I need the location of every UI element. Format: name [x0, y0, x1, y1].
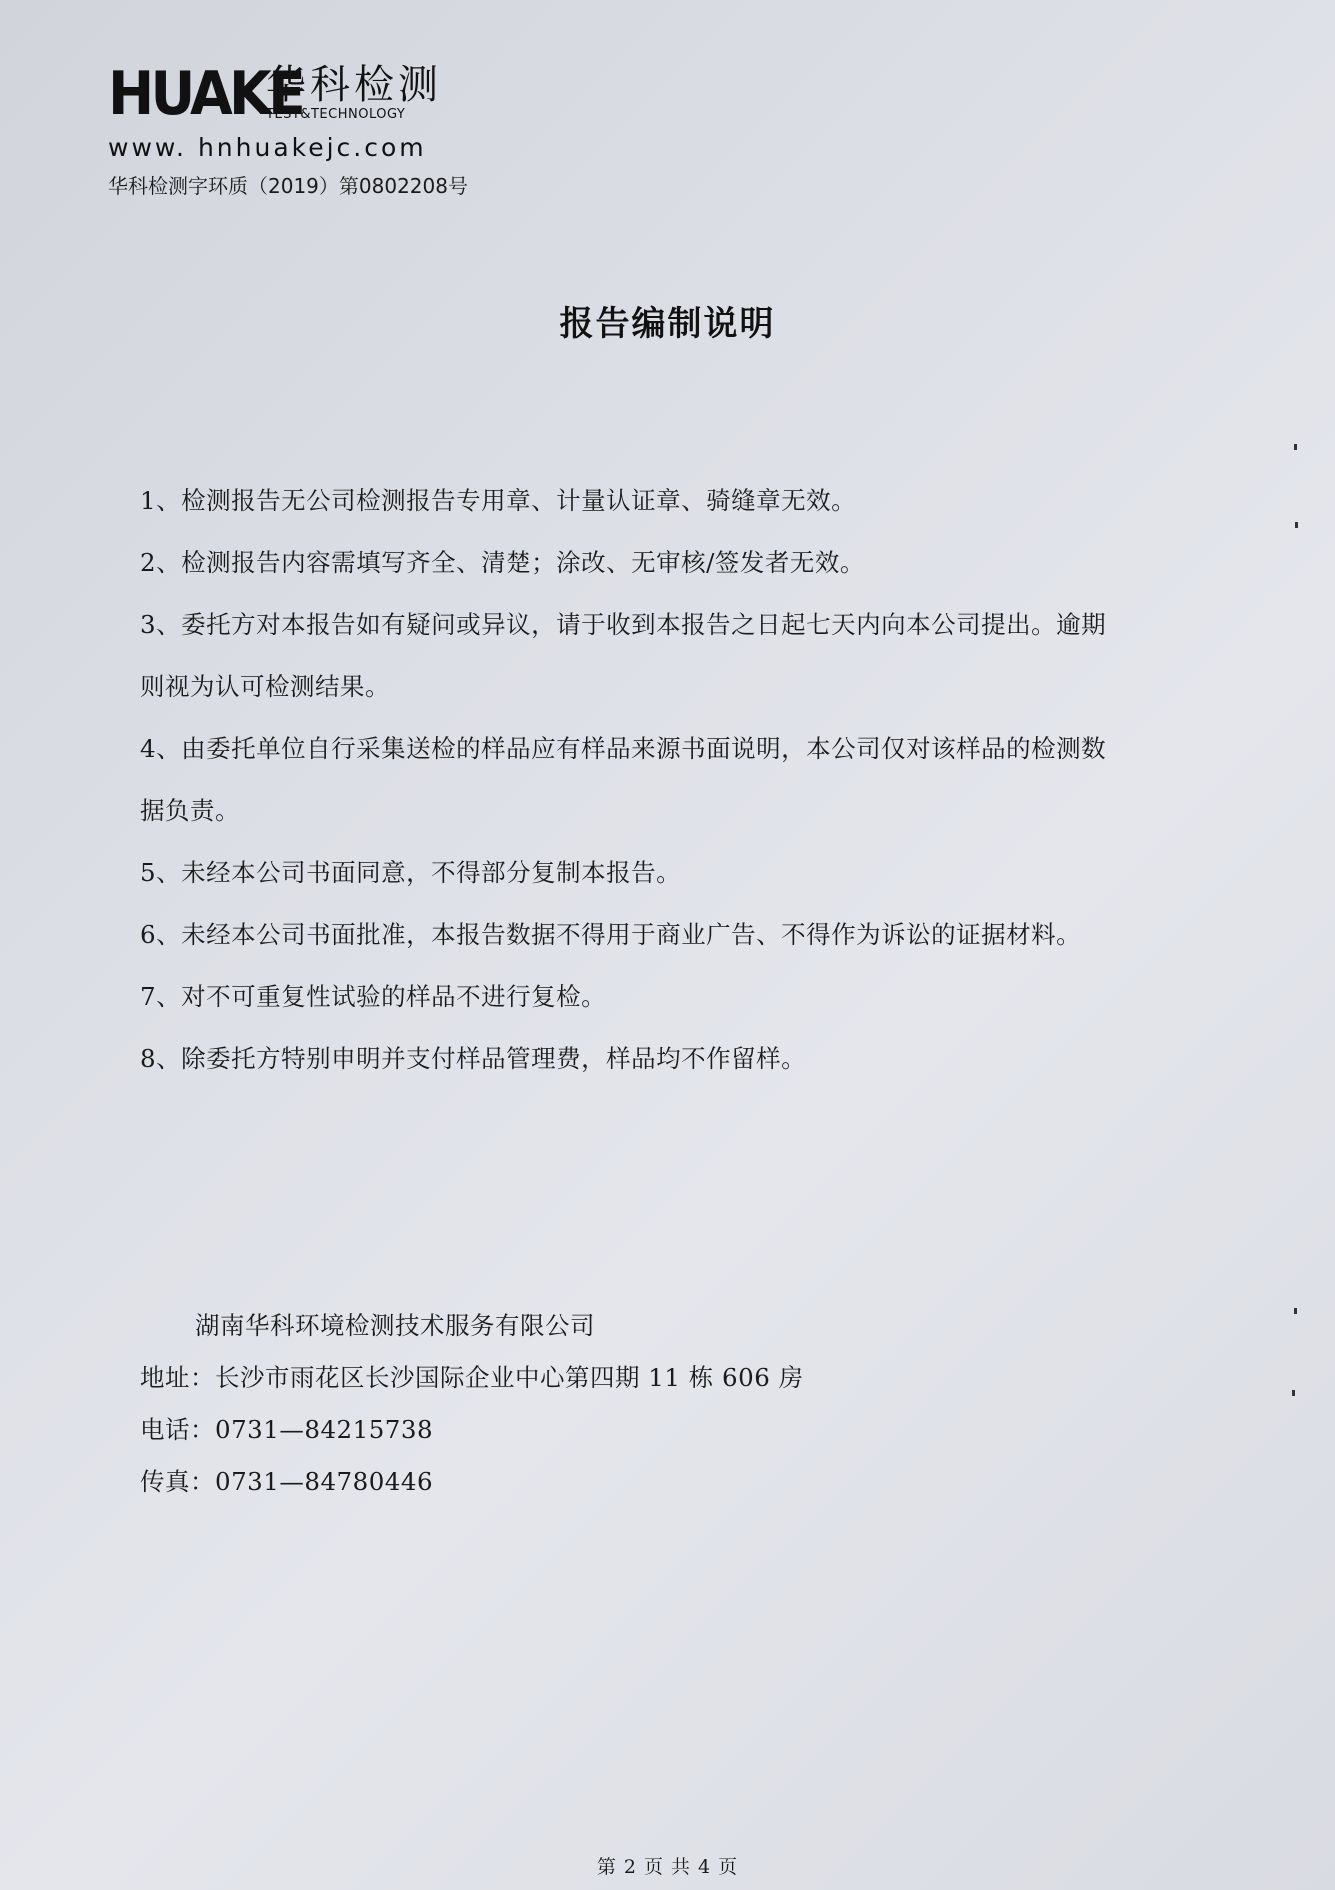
clause-line: 6、未经本公司书面批准，本报告数据不得用于商业广告、不得作为诉讼的证据材料。: [140, 920, 1082, 949]
logo-english-tagline: TEST&TECHNOLOGY: [266, 107, 406, 122]
company-logo: [108, 59, 488, 164]
page-number: 第 2 页 共 4 页: [596, 1856, 739, 1878]
company-fax: 传真：0731—84780446: [140, 1467, 434, 1496]
company-info: [140, 1300, 1140, 1508]
binding-mark: [1295, 522, 1298, 528]
company-website: www. hnhuakejc.com: [108, 133, 427, 162]
binding-mark: [1292, 1390, 1295, 1396]
clause-line: 8、除委托方特别申明并支付样品管理费，样品均不作留样。: [140, 1044, 807, 1073]
clause-line: 1、检测报告无公司检测报告专用章、计量认证章、骑缝章无效。: [140, 486, 857, 515]
company-address: 地址：长沙市雨花区长沙国际企业中心第四期 11 栋 606 房: [140, 1363, 804, 1392]
clause-line: 则视为认可检测结果。: [140, 672, 390, 701]
clause-line: 据负责。: [140, 796, 240, 825]
binding-mark: [1294, 1308, 1297, 1314]
company-name: 湖南华科环境检测技术服务有限公司: [195, 1311, 595, 1340]
company-phone: 电话：0731—84215738: [140, 1415, 434, 1444]
clause-line: 7、对不可重复性试验的样品不进行复检。: [140, 982, 607, 1011]
document-title: 报告编制说明: [559, 304, 776, 344]
clause-list: [140, 470, 1210, 1090]
clause-line: 4、由委托单位自行采集送检的样品应有样品来源书面说明，本公司仅对该样品的检测数: [140, 734, 1107, 763]
report-code: 华科检测字环质（2019）第0802208号: [108, 174, 468, 198]
clause-line: 3、委托方对本报告如有疑问或异议，请于收到本报告之日起七天内向本公司提出。逾期: [140, 610, 1107, 639]
binding-mark: [1294, 444, 1297, 450]
clause-line: 5、未经本公司书面同意，不得部分复制本报告。: [140, 858, 682, 887]
clause-line: 2、检测报告内容需填写齐全、清楚；涂改、无审核/签发者无效。: [140, 548, 865, 577]
logo-mark: HUAKE: [108, 59, 303, 129]
logo-chinese-name: 华科检测: [266, 62, 442, 108]
logo-row: [108, 59, 488, 130]
